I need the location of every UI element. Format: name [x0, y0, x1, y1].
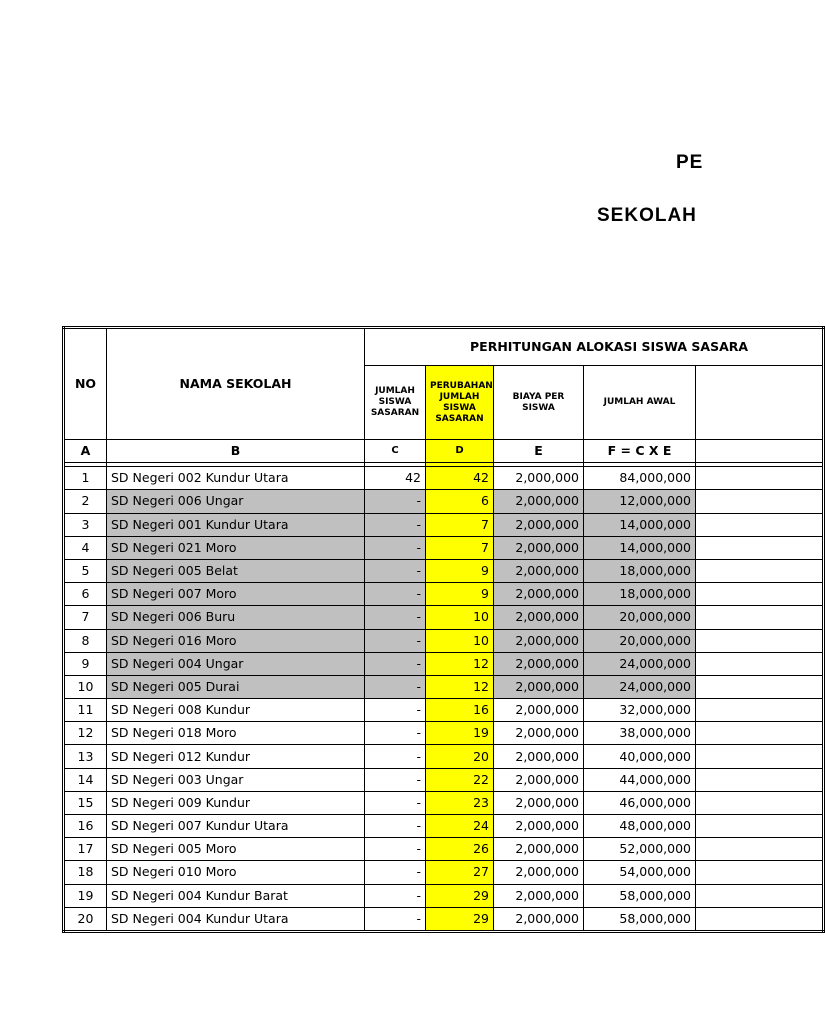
- extra-cell[interactable]: [696, 467, 824, 490]
- perubahan-value[interactable]: 27: [426, 861, 494, 884]
- extra-cell[interactable]: [696, 606, 824, 629]
- jumlah-siswa-value[interactable]: -: [365, 490, 426, 513]
- perubahan-value[interactable]: 12: [426, 652, 494, 675]
- perubahan-value[interactable]: 24: [426, 815, 494, 838]
- extra-cell[interactable]: [696, 513, 824, 536]
- school-name[interactable]: SD Negeri 007 Kundur Utara: [107, 815, 365, 838]
- biaya-value[interactable]: 2,000,000: [494, 606, 584, 629]
- biaya-value[interactable]: 2,000,000: [494, 791, 584, 814]
- table-row: [64, 791, 824, 814]
- row-number[interactable]: 9: [64, 652, 107, 675]
- biaya-value[interactable]: 2,000,000: [494, 513, 584, 536]
- jumlah-siswa-value[interactable]: -: [365, 838, 426, 861]
- extra-cell[interactable]: [696, 884, 824, 907]
- jumlah-siswa-value[interactable]: -: [365, 745, 426, 768]
- perubahan-value[interactable]: 9: [426, 559, 494, 582]
- jumlah-siswa-value[interactable]: -: [365, 699, 426, 722]
- jumlah-awal-value[interactable]: 44,000,000: [584, 768, 696, 791]
- extra-cell[interactable]: [696, 583, 824, 606]
- jumlah-siswa-value[interactable]: -: [365, 884, 426, 907]
- jumlah-awal-value[interactable]: 58,000,000: [584, 907, 696, 931]
- jumlah-awal-value[interactable]: 54,000,000: [584, 861, 696, 884]
- jumlah-awal-value[interactable]: 12,000,000: [584, 490, 696, 513]
- biaya-value[interactable]: 2,000,000: [494, 884, 584, 907]
- jumlah-awal-value[interactable]: 52,000,000: [584, 838, 696, 861]
- jumlah-siswa-value[interactable]: -: [365, 815, 426, 838]
- perubahan-value[interactable]: 16: [426, 699, 494, 722]
- biaya-value[interactable]: 2,000,000: [494, 745, 584, 768]
- extra-cell[interactable]: [696, 838, 824, 861]
- biaya-value[interactable]: 2,000,000: [494, 815, 584, 838]
- extra-cell[interactable]: [696, 907, 824, 931]
- perubahan-value[interactable]: 19: [426, 722, 494, 745]
- table-row: [64, 884, 824, 907]
- school-name[interactable]: SD Negeri 008 Kundur: [107, 699, 365, 722]
- row-number[interactable]: 6: [64, 583, 107, 606]
- school-name[interactable]: SD Negeri 006 Buru: [107, 606, 365, 629]
- school-name[interactable]: SD Negeri 005 Moro: [107, 838, 365, 861]
- letter-a: A: [64, 440, 107, 463]
- jumlah-awal-value[interactable]: 20,000,000: [584, 629, 696, 652]
- biaya-value[interactable]: 2,000,000: [494, 768, 584, 791]
- perubahan-value[interactable]: 7: [426, 513, 494, 536]
- row-number[interactable]: 2: [64, 490, 107, 513]
- school-name[interactable]: SD Negeri 004 Ungar: [107, 652, 365, 675]
- jumlah-siswa-value[interactable]: -: [365, 675, 426, 698]
- extra-cell[interactable]: [696, 559, 824, 582]
- table-row: [64, 815, 824, 838]
- jumlah-siswa-value[interactable]: -: [365, 861, 426, 884]
- jumlah-siswa-value[interactable]: -: [365, 722, 426, 745]
- jumlah-siswa-value[interactable]: -: [365, 907, 426, 931]
- jumlah-siswa-value[interactable]: -: [365, 791, 426, 814]
- jumlah-siswa-value[interactable]: -: [365, 559, 426, 582]
- perubahan-value[interactable]: 20: [426, 745, 494, 768]
- header-no: NO: [64, 328, 107, 440]
- school-name[interactable]: SD Negeri 004 Kundur Barat: [107, 884, 365, 907]
- jumlah-awal-value[interactable]: 48,000,000: [584, 815, 696, 838]
- perubahan-value[interactable]: 6: [426, 490, 494, 513]
- biaya-value[interactable]: 2,000,000: [494, 559, 584, 582]
- perubahan-value[interactable]: 10: [426, 629, 494, 652]
- jumlah-awal-value[interactable]: 14,000,000: [584, 513, 696, 536]
- jumlah-awal-value[interactable]: 58,000,000: [584, 884, 696, 907]
- perubahan-value[interactable]: 9: [426, 583, 494, 606]
- jumlah-awal-value[interactable]: 40,000,000: [584, 745, 696, 768]
- perubahan-value[interactable]: 7: [426, 536, 494, 559]
- extra-cell[interactable]: [696, 745, 824, 768]
- letter-extra: [696, 440, 824, 463]
- school-name[interactable]: SD Negeri 010 Moro: [107, 861, 365, 884]
- school-name[interactable]: SD Negeri 021 Moro: [107, 536, 365, 559]
- perubahan-value[interactable]: 29: [426, 884, 494, 907]
- letter-b: B: [107, 440, 365, 463]
- jumlah-siswa-value[interactable]: -: [365, 652, 426, 675]
- perubahan-value[interactable]: 42: [426, 467, 494, 490]
- table-row: [64, 722, 824, 745]
- school-name[interactable]: SD Negeri 006 Ungar: [107, 490, 365, 513]
- header-jumlah-awal: JUMLAH AWAL: [584, 366, 696, 440]
- jumlah-awal-value[interactable]: 18,000,000: [584, 559, 696, 582]
- row-number[interactable]: 1: [64, 467, 107, 490]
- extra-cell[interactable]: [696, 791, 824, 814]
- school-name[interactable]: SD Negeri 003 Ungar: [107, 768, 365, 791]
- perubahan-value[interactable]: 23: [426, 791, 494, 814]
- biaya-value[interactable]: 2,000,000: [494, 536, 584, 559]
- extra-cell[interactable]: [696, 675, 824, 698]
- table-row: [64, 907, 824, 931]
- school-name[interactable]: SD Negeri 001 Kundur Utara: [107, 513, 365, 536]
- school-name[interactable]: SD Negeri 018 Moro: [107, 722, 365, 745]
- table-row: [64, 768, 824, 791]
- row-number[interactable]: 17: [64, 838, 107, 861]
- row-number[interactable]: 12: [64, 722, 107, 745]
- jumlah-siswa-value[interactable]: -: [365, 768, 426, 791]
- school-name[interactable]: SD Negeri 004 Kundur Utara: [107, 907, 365, 931]
- extra-cell[interactable]: [696, 629, 824, 652]
- header-biaya: BIAYA PER SISWA: [494, 366, 584, 440]
- biaya-value[interactable]: 2,000,000: [494, 722, 584, 745]
- biaya-value[interactable]: 2,000,000: [494, 907, 584, 931]
- perubahan-value[interactable]: 10: [426, 606, 494, 629]
- school-name[interactable]: SD Negeri 005 Belat: [107, 559, 365, 582]
- table-row: [64, 559, 824, 582]
- table-row: [64, 861, 824, 884]
- perubahan-value[interactable]: 12: [426, 675, 494, 698]
- perubahan-value[interactable]: 22: [426, 768, 494, 791]
- table-row: [64, 513, 824, 536]
- header-jumlah-siswa: JUMLAH SISWA SASARAN: [365, 366, 426, 440]
- jumlah-awal-value[interactable]: 32,000,000: [584, 699, 696, 722]
- jumlah-siswa-value[interactable]: -: [365, 629, 426, 652]
- row-number[interactable]: 5: [64, 559, 107, 582]
- row-number[interactable]: 19: [64, 884, 107, 907]
- extra-cell[interactable]: [696, 490, 824, 513]
- header-group: PERHITUNGAN ALOKASI SISWA SASARA: [365, 328, 824, 366]
- school-name[interactable]: SD Negeri 016 Moro: [107, 629, 365, 652]
- perubahan-value[interactable]: 29: [426, 907, 494, 931]
- jumlah-awal-value[interactable]: 14,000,000: [584, 536, 696, 559]
- row-number[interactable]: 7: [64, 606, 107, 629]
- row-number[interactable]: 18: [64, 861, 107, 884]
- row-number[interactable]: 3: [64, 513, 107, 536]
- jumlah-siswa-value[interactable]: -: [365, 536, 426, 559]
- biaya-value[interactable]: 2,000,000: [494, 838, 584, 861]
- row-number[interactable]: 13: [64, 745, 107, 768]
- document-title-line1: PE: [676, 152, 704, 173]
- table-row: [64, 745, 824, 768]
- school-name[interactable]: SD Negeri 012 Kundur: [107, 745, 365, 768]
- table-row: [64, 675, 824, 698]
- biaya-value[interactable]: 2,000,000: [494, 675, 584, 698]
- biaya-value[interactable]: 2,000,000: [494, 699, 584, 722]
- jumlah-awal-value[interactable]: 46,000,000: [584, 791, 696, 814]
- table-row: [64, 629, 824, 652]
- jumlah-siswa-value[interactable]: -: [365, 513, 426, 536]
- jumlah-siswa-value[interactable]: -: [365, 606, 426, 629]
- table-row: [64, 536, 824, 559]
- table-row: [64, 838, 824, 861]
- school-name[interactable]: SD Negeri 007 Moro: [107, 583, 365, 606]
- letter-c: C: [365, 440, 426, 463]
- extra-cell[interactable]: [696, 722, 824, 745]
- row-number[interactable]: 14: [64, 768, 107, 791]
- school-name[interactable]: SD Negeri 005 Durai: [107, 675, 365, 698]
- biaya-value[interactable]: 2,000,000: [494, 490, 584, 513]
- school-name[interactable]: SD Negeri 002 Kundur Utara: [107, 467, 365, 490]
- biaya-value[interactable]: 2,000,000: [494, 652, 584, 675]
- table-row: [64, 583, 824, 606]
- extra-cell[interactable]: [696, 536, 824, 559]
- biaya-value[interactable]: 2,000,000: [494, 861, 584, 884]
- letters-row: [64, 440, 824, 463]
- table-row: [64, 467, 824, 490]
- header-perubahan: PERUBAHAN JUMLAH SISWA SASARAN: [426, 366, 494, 440]
- extra-cell[interactable]: [696, 815, 824, 838]
- row-number[interactable]: 16: [64, 815, 107, 838]
- school-name[interactable]: SD Negeri 009 Kundur: [107, 791, 365, 814]
- row-number[interactable]: 15: [64, 791, 107, 814]
- letter-f: F = C X E: [584, 440, 696, 463]
- biaya-value[interactable]: 2,000,000: [494, 629, 584, 652]
- jumlah-awal-value[interactable]: 24,000,000: [584, 675, 696, 698]
- table-row: [64, 606, 824, 629]
- perubahan-value[interactable]: 26: [426, 838, 494, 861]
- table-row: [64, 699, 824, 722]
- jumlah-awal-value[interactable]: 84,000,000: [584, 467, 696, 490]
- jumlah-siswa-value[interactable]: -: [365, 583, 426, 606]
- extra-cell[interactable]: [696, 699, 824, 722]
- table-row: [64, 490, 824, 513]
- header-nama-sekolah: NAMA SEKOLAH: [107, 328, 365, 440]
- jumlah-awal-value[interactable]: 24,000,000: [584, 652, 696, 675]
- extra-cell[interactable]: [696, 768, 824, 791]
- biaya-value[interactable]: 2,000,000: [494, 583, 584, 606]
- header-row-1: [64, 328, 824, 366]
- biaya-value[interactable]: 2,000,000: [494, 467, 584, 490]
- document-title-line2: SEKOLAH: [597, 205, 697, 226]
- letter-e: E: [494, 440, 584, 463]
- row-number[interactable]: 11: [64, 699, 107, 722]
- jumlah-siswa-value[interactable]: 42: [365, 467, 426, 490]
- extra-cell[interactable]: [696, 652, 824, 675]
- allocation-table: [62, 326, 825, 933]
- jumlah-awal-value[interactable]: 20,000,000: [584, 606, 696, 629]
- table-row: [64, 652, 824, 675]
- row-number[interactable]: 20: [64, 907, 107, 931]
- row-number[interactable]: 4: [64, 536, 107, 559]
- header-extra: [696, 366, 824, 440]
- row-number[interactable]: 10: [64, 675, 107, 698]
- extra-cell[interactable]: [696, 861, 824, 884]
- row-number[interactable]: 8: [64, 629, 107, 652]
- letter-d: D: [426, 440, 494, 463]
- jumlah-awal-value[interactable]: 38,000,000: [584, 722, 696, 745]
- jumlah-awal-value[interactable]: 18,000,000: [584, 583, 696, 606]
